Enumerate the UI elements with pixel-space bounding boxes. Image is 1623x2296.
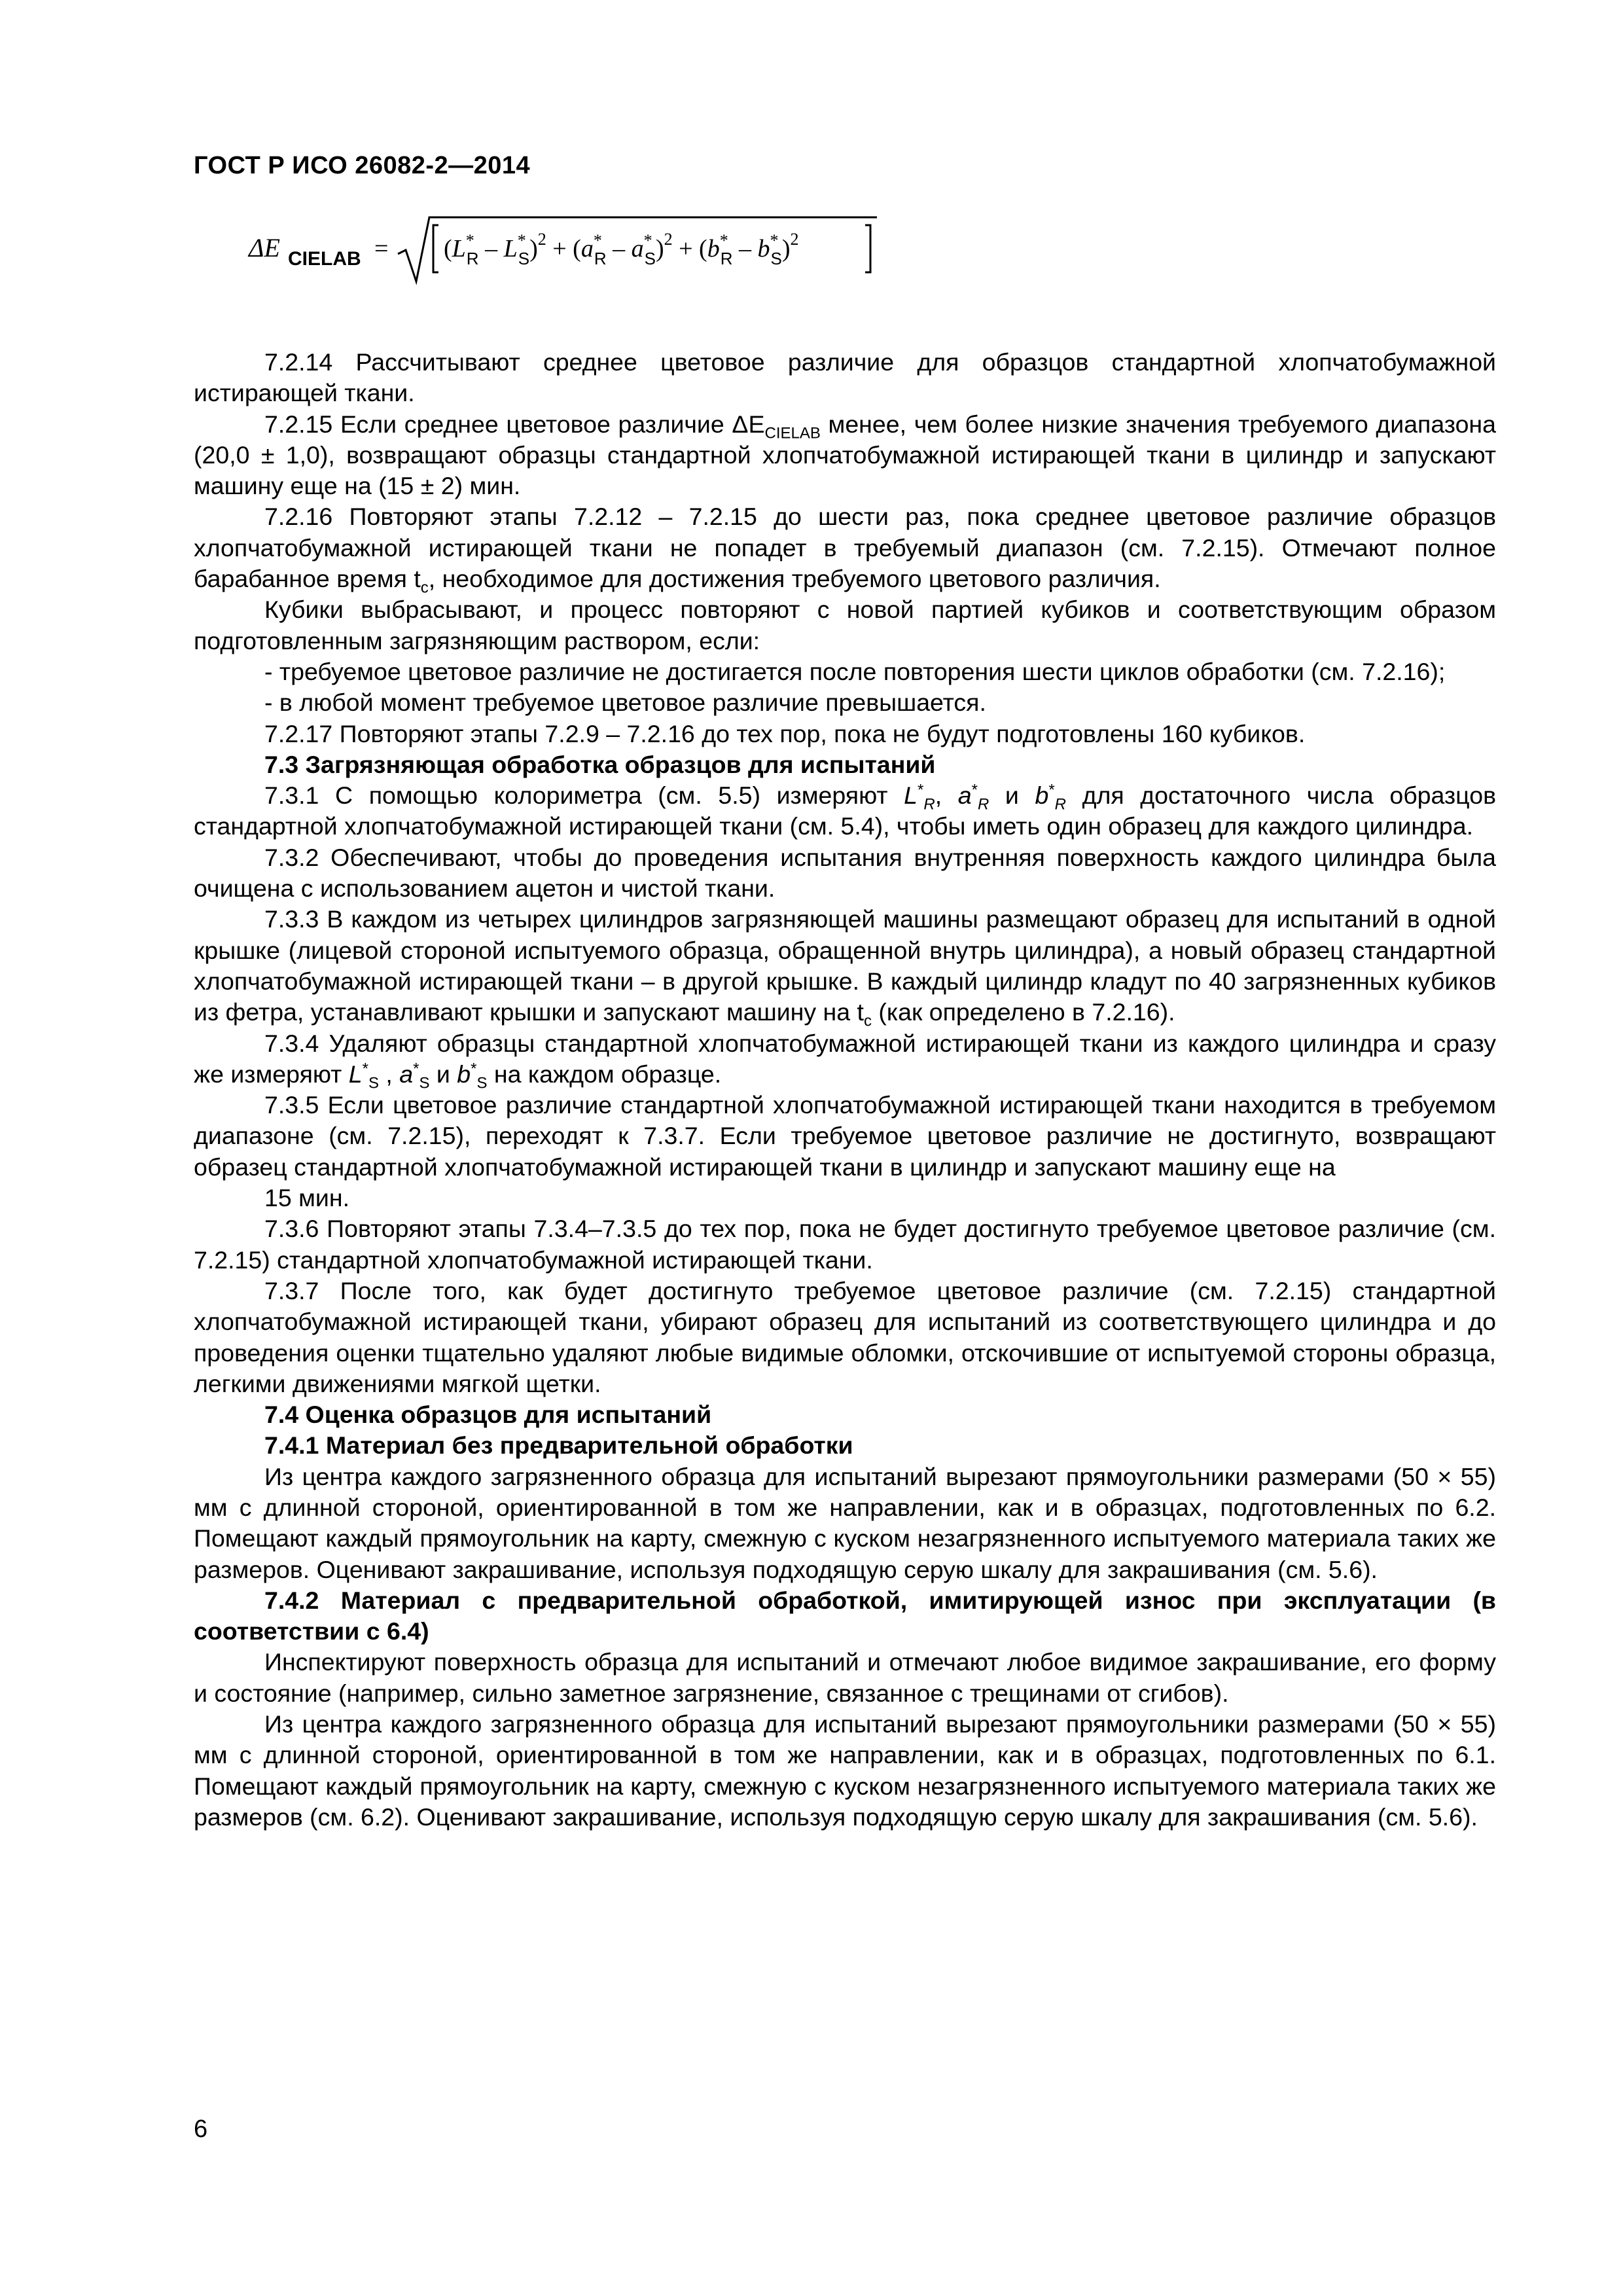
heading-7-4-2: 7.4.2 Материал с предварительной обработкой, имитирующей износ при эксплуатации (в соответствии с 6.4) <box>194 1586 1496 1645</box>
heading-7-4: 7.4 Оценка образцов для испытаний <box>264 1401 712 1429</box>
paragraph-7-3-2: 7.3.2 Обеспечивают, чтобы до проведения испытания внутренняя поверхность каждого цилиндра была очищена с использованием ацетон и чистой ткани. <box>194 843 1496 903</box>
paragraph-7-3-6: 7.3.6 Повторяют этапы 7.3.4–7.3.5 до тех пор, пока не будет достигнуто требуемое цветовое различие (см. 7.2.15) стандартной хлопчатобумажной истирающей ткани. <box>194 1215 1496 1274</box>
paragraph-inspect: Инспектируют поверхность образца для испытаний и отмечают любое видимое закрашивание, его форму и состояние (например, сильно заметное загрязнение, связанное с трещинами от сгибов). <box>194 1648 1496 1707</box>
paragraph-7-2-14: 7.2.14 Рассчитывают среднее цветовое различие для образцов стандартной хлопчатобумажной истирающей ткани. <box>194 348 1496 407</box>
formula-subscript: CIELAB <box>288 248 361 270</box>
formula-right-bracket <box>865 225 870 272</box>
formula-e: E <box>264 233 280 262</box>
paragraph-7-4-1: Из центра каждого загрязненного образца для испытаний вырезают прямоугольники размерами (50 × 55) мм с длинной стороной, ориентированной в том же направлении, как и в образцах, подготовленных по 6.2. Помещают каждый прямоугольник на карту, смежную с куском незагрязненного испытуемого материала таких же размеров. Оценивают закрашивание, используя подходящую серую шкалу для закрашивания (см. 5.6). <box>194 1462 1496 1583</box>
document-header: ГОСТ Р ИСО 26082-2—2014 <box>194 152 531 179</box>
svg-text:ΔE <box>247 233 280 262</box>
paragraph-7-2-15: 7.2.15 Если среднее цветовое различие $\Delta E_{CIELAB}$ менее, чем более низкие значения требуемого диапазона (20,0 ± 1,0), возвращают образцы стандартной хлопчатобумажной истирающей ткани в цилиндр и запускают машину еще на (15 ± 2) мин. <box>194 410 1496 500</box>
paragraph-7-2-17: 7.2.17 Повторяют этапы 7.2.9 – 7.2.16 до тех пор, пока не будут подготовлены 160 кубиков. <box>264 719 1306 747</box>
heading-7-3: 7.3 Загрязняющая обработка образцов для испытаний <box>264 750 936 778</box>
formula-terms: (L* R – L* S)$^2$ + (a* R – a* S)$^2$ + (b* R – b* S)$^2$ <box>444 230 799 268</box>
list-item-dash-2: - в любой момент требуемое цветовое различие превышается. <box>264 689 986 717</box>
formula-delta: Δ <box>249 233 264 262</box>
page-number: 6 <box>194 2115 208 2143</box>
document-body <box>194 347 1496 1833</box>
delta-e-formula <box>249 216 903 288</box>
paragraph-7-3-5: 7.3.5 Если цветовое различие стандартной хлопчатобумажной истирающей ткани находится в требуемом диапазоне (см. 7.2.15), переходят к 7.3.7. Если требуемое цветовое различие не достигнуто, возвращают образец стандартной хлопчатобумажной истирающей ткани в цилиндр и запускают машину еще на <box>194 1091 1496 1181</box>
formula-left-bracket <box>433 225 438 272</box>
paragraph-7-3-7: 7.3.7 После того, как будет достигнуто требуемое цветовое различие (см. 7.2.15) стандартной хлопчатобумажной истирающей ткани, убирают образец для испытаний из соответствующего цилиндра и до проведения оценки тщательно удаляют любые видимые обломки, отскочившие от испытуемой стороны образца, легкими движениями мягкой щетки. <box>194 1276 1496 1397</box>
paragraph-7-2-16: 7.2.16 Повторяют этапы 7.2.12 – 7.2.15 до шести раз, пока среднее цветовое различие образцов хлопчатобумажной истирающей ткани не попадет в требуемый диапазон (см. 7.2.15). Отмечают полное барабанное время $t_c$, необходимое для достижения требуемого цветового различия. <box>194 503 1496 597</box>
heading-7-4-1: 7.4.1 Материал без предварительной обработки <box>264 1431 853 1460</box>
paragraph-7-3-1: 7.3.1 С помощью колориметра (см. 5.5) измеряют $L^*_R$, $a^*_R$ и $b^*_R$ для достаточного числа образцов стандартной хлопчатобумажной истирающей ткани (см. 5.4), чтобы иметь один образец для каждого цилиндра. <box>194 781 1496 840</box>
paragraph-7-3-4: 7.3.4 Удаляют образцы стандартной хлопчатобумажной истирающей ткани из каждого цилиндра и сразу же измеряют $L^*_S$ , $a^*_S$ и $b^*_S$ на каждом образце. <box>194 1029 1496 1092</box>
formula-equals: = <box>374 235 389 262</box>
paragraph-15-min: 15 мин. <box>264 1184 349 1212</box>
paragraph-7-4-2: Из центра каждого загрязненного образца для испытаний вырезают прямоугольники размерами (50 × 55) мм с длинной стороной, ориентированной в том же направлении, как и в образцах, подготовленных по 6.1. Помещают каждый прямоугольник на карту, смежную с куском незагрязненного испытуемого материала таких же размеров (см. 6.2). Оценивают закрашивание, используя подходящую серую шкалу для закрашивания (см. 5.6). <box>194 1710 1496 1831</box>
list-item-dash-1: - требуемое цветовое различие не достигается после повторения шести циклов обработки (см. 7.2.16); <box>264 657 1446 685</box>
formula-graphic <box>249 216 903 288</box>
paragraph-cubes: Кубики выбрасывают, и процесс повторяют с новой партией кубиков и соответствующим образом подготовленным загрязняющим раствором, если: <box>194 596 1496 655</box>
paragraph-7-3-3: 7.3.3 В каждом из четырех цилиндров загрязняющей машины размещают образец для испытаний в одной крышке (лицевой стороной испытуемого образца, обращенной внутрь цилиндра), а новый образец стандартной хлопчатобумажной истирающей ткани – в другой крышке. В каждый цилиндр кладут по 40 загрязненных кубиков из фетра, устанавливают крышки и запускают машину на $t_c$ (как определено в 7.2.16). <box>194 905 1496 1030</box>
